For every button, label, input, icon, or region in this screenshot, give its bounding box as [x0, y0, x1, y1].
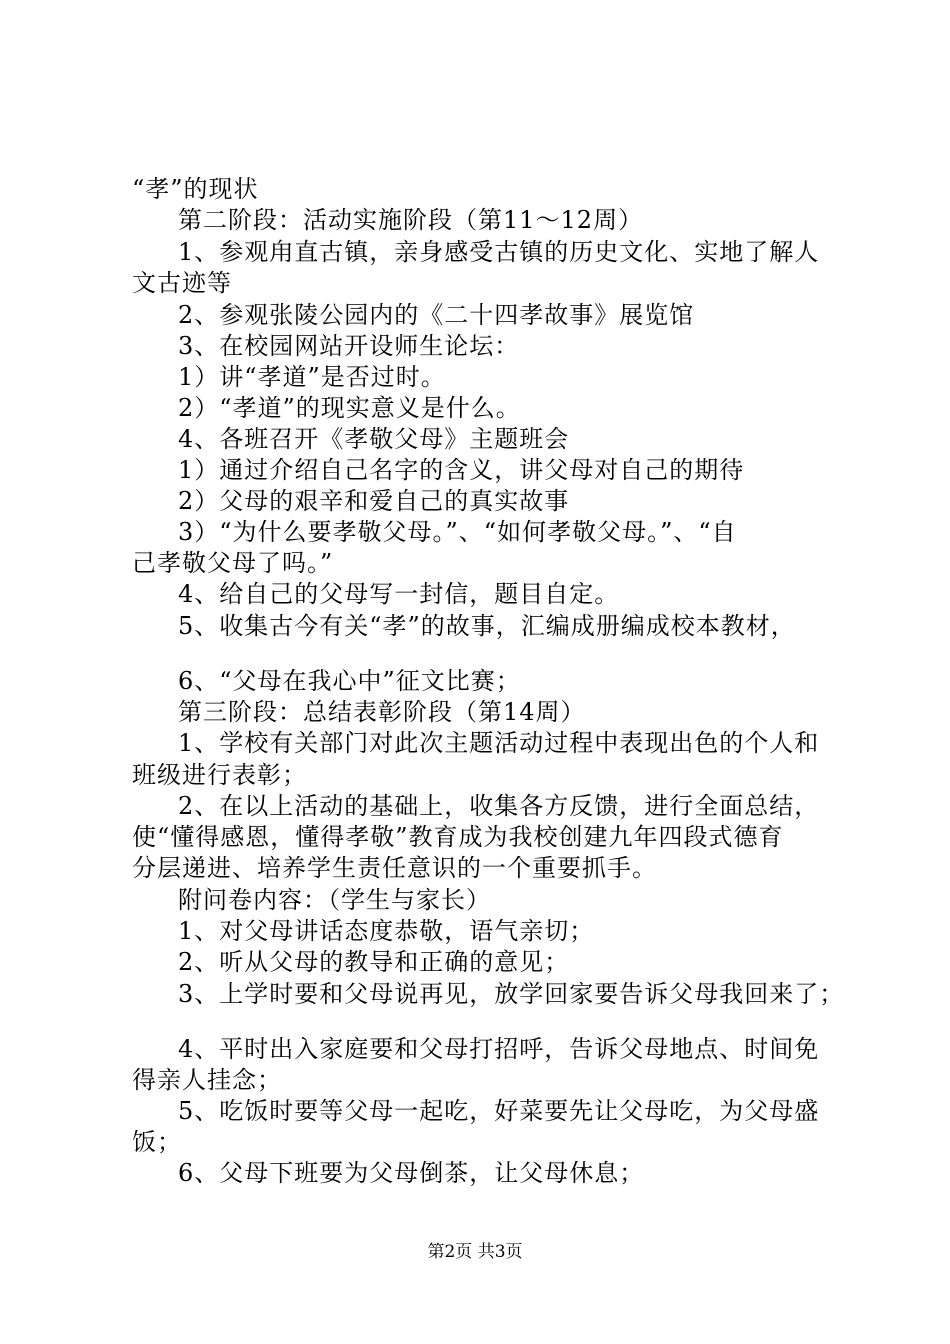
text-line: 饭； — [132, 1128, 182, 1156]
text-line: 分层递进、培养学生责任意识的一个重要抓手。 — [132, 854, 657, 882]
text-line: 1）通过介绍自己名字的含义，讲父母对自己的期待 — [178, 456, 745, 484]
text-line: 5、收集古今有关“孝”的故事，汇编成册编成校本教材， — [178, 612, 796, 640]
text-line: “孝”的现状 — [132, 175, 259, 203]
text-line: 1、参观甪直古镇，亲身感受古镇的历史文化、实地了解人 — [178, 238, 820, 266]
text-line: 5、吃饭时要等父母一起吃，好菜要先让父母吃，为父母盛 — [178, 1097, 820, 1125]
page-footer — [0, 1241, 950, 1263]
text-line: 3、在校园网站开设师生论坛： — [178, 332, 520, 360]
text-line: 1、学校有关部门对此次主题活动过程中表现出色的个人和 — [178, 729, 820, 757]
text-line: 己孝敬父母了吗。” — [132, 549, 334, 577]
text-line: 1）讲“孝道”是否过时。 — [178, 363, 446, 391]
text-line: 2、在以上活动的基础上，收集各方反馈，进行全面总结， — [178, 792, 820, 820]
text-line: 1、对父母讲话态度恭敬，语气亲切； — [178, 917, 595, 945]
section-heading: 第三阶段：总结表彰阶段（第14周） — [178, 698, 586, 726]
page-number-label: 第2页 共3页 — [427, 1242, 523, 1262]
text-line: 文古迹等 — [132, 269, 232, 297]
text-line: 4、各班召开《孝敬父母》主题班会 — [178, 425, 570, 453]
text-line: 2）“孝道”的现实意义是什么。 — [178, 394, 521, 422]
text-line: 4、给自己的父母写一封信，题目自定。 — [178, 580, 620, 608]
text-line: 6、“父母在我心中”征文比赛； — [178, 667, 521, 695]
text-line: 3）“为什么要孝敬父母。”、“如何孝敬父母。”、“自 — [178, 518, 737, 546]
text-line: 班级进行表彰； — [132, 761, 307, 789]
text-line: 2、听从父母的教导和正确的意见； — [178, 948, 570, 976]
text-line: 2）父母的艰辛和爱自己的真实故事 — [178, 487, 570, 515]
text-line: 2、参观张陵公园内的《二十四孝故事》展览馆 — [178, 301, 695, 329]
text-line: 4、平时出入家庭要和父母打招呼，告诉父母地点、时间免 — [178, 1035, 820, 1063]
text-line: 6、父母下班要为父母倒茶，让父母休息； — [178, 1159, 645, 1187]
text-line: 得亲人挂念； — [132, 1066, 282, 1094]
text-line: 使“懂得感恩，懂得孝敬”教育成为我校创建九年四段式德育 — [132, 823, 784, 851]
section-heading: 附问卷内容：（学生与家长） — [178, 886, 491, 914]
text-line: 3、上学时要和父母说再见，放学回家要告诉父母我回来了； — [178, 980, 845, 1008]
section-heading: 第二阶段：活动实施阶段（第11～12周） — [178, 206, 644, 234]
